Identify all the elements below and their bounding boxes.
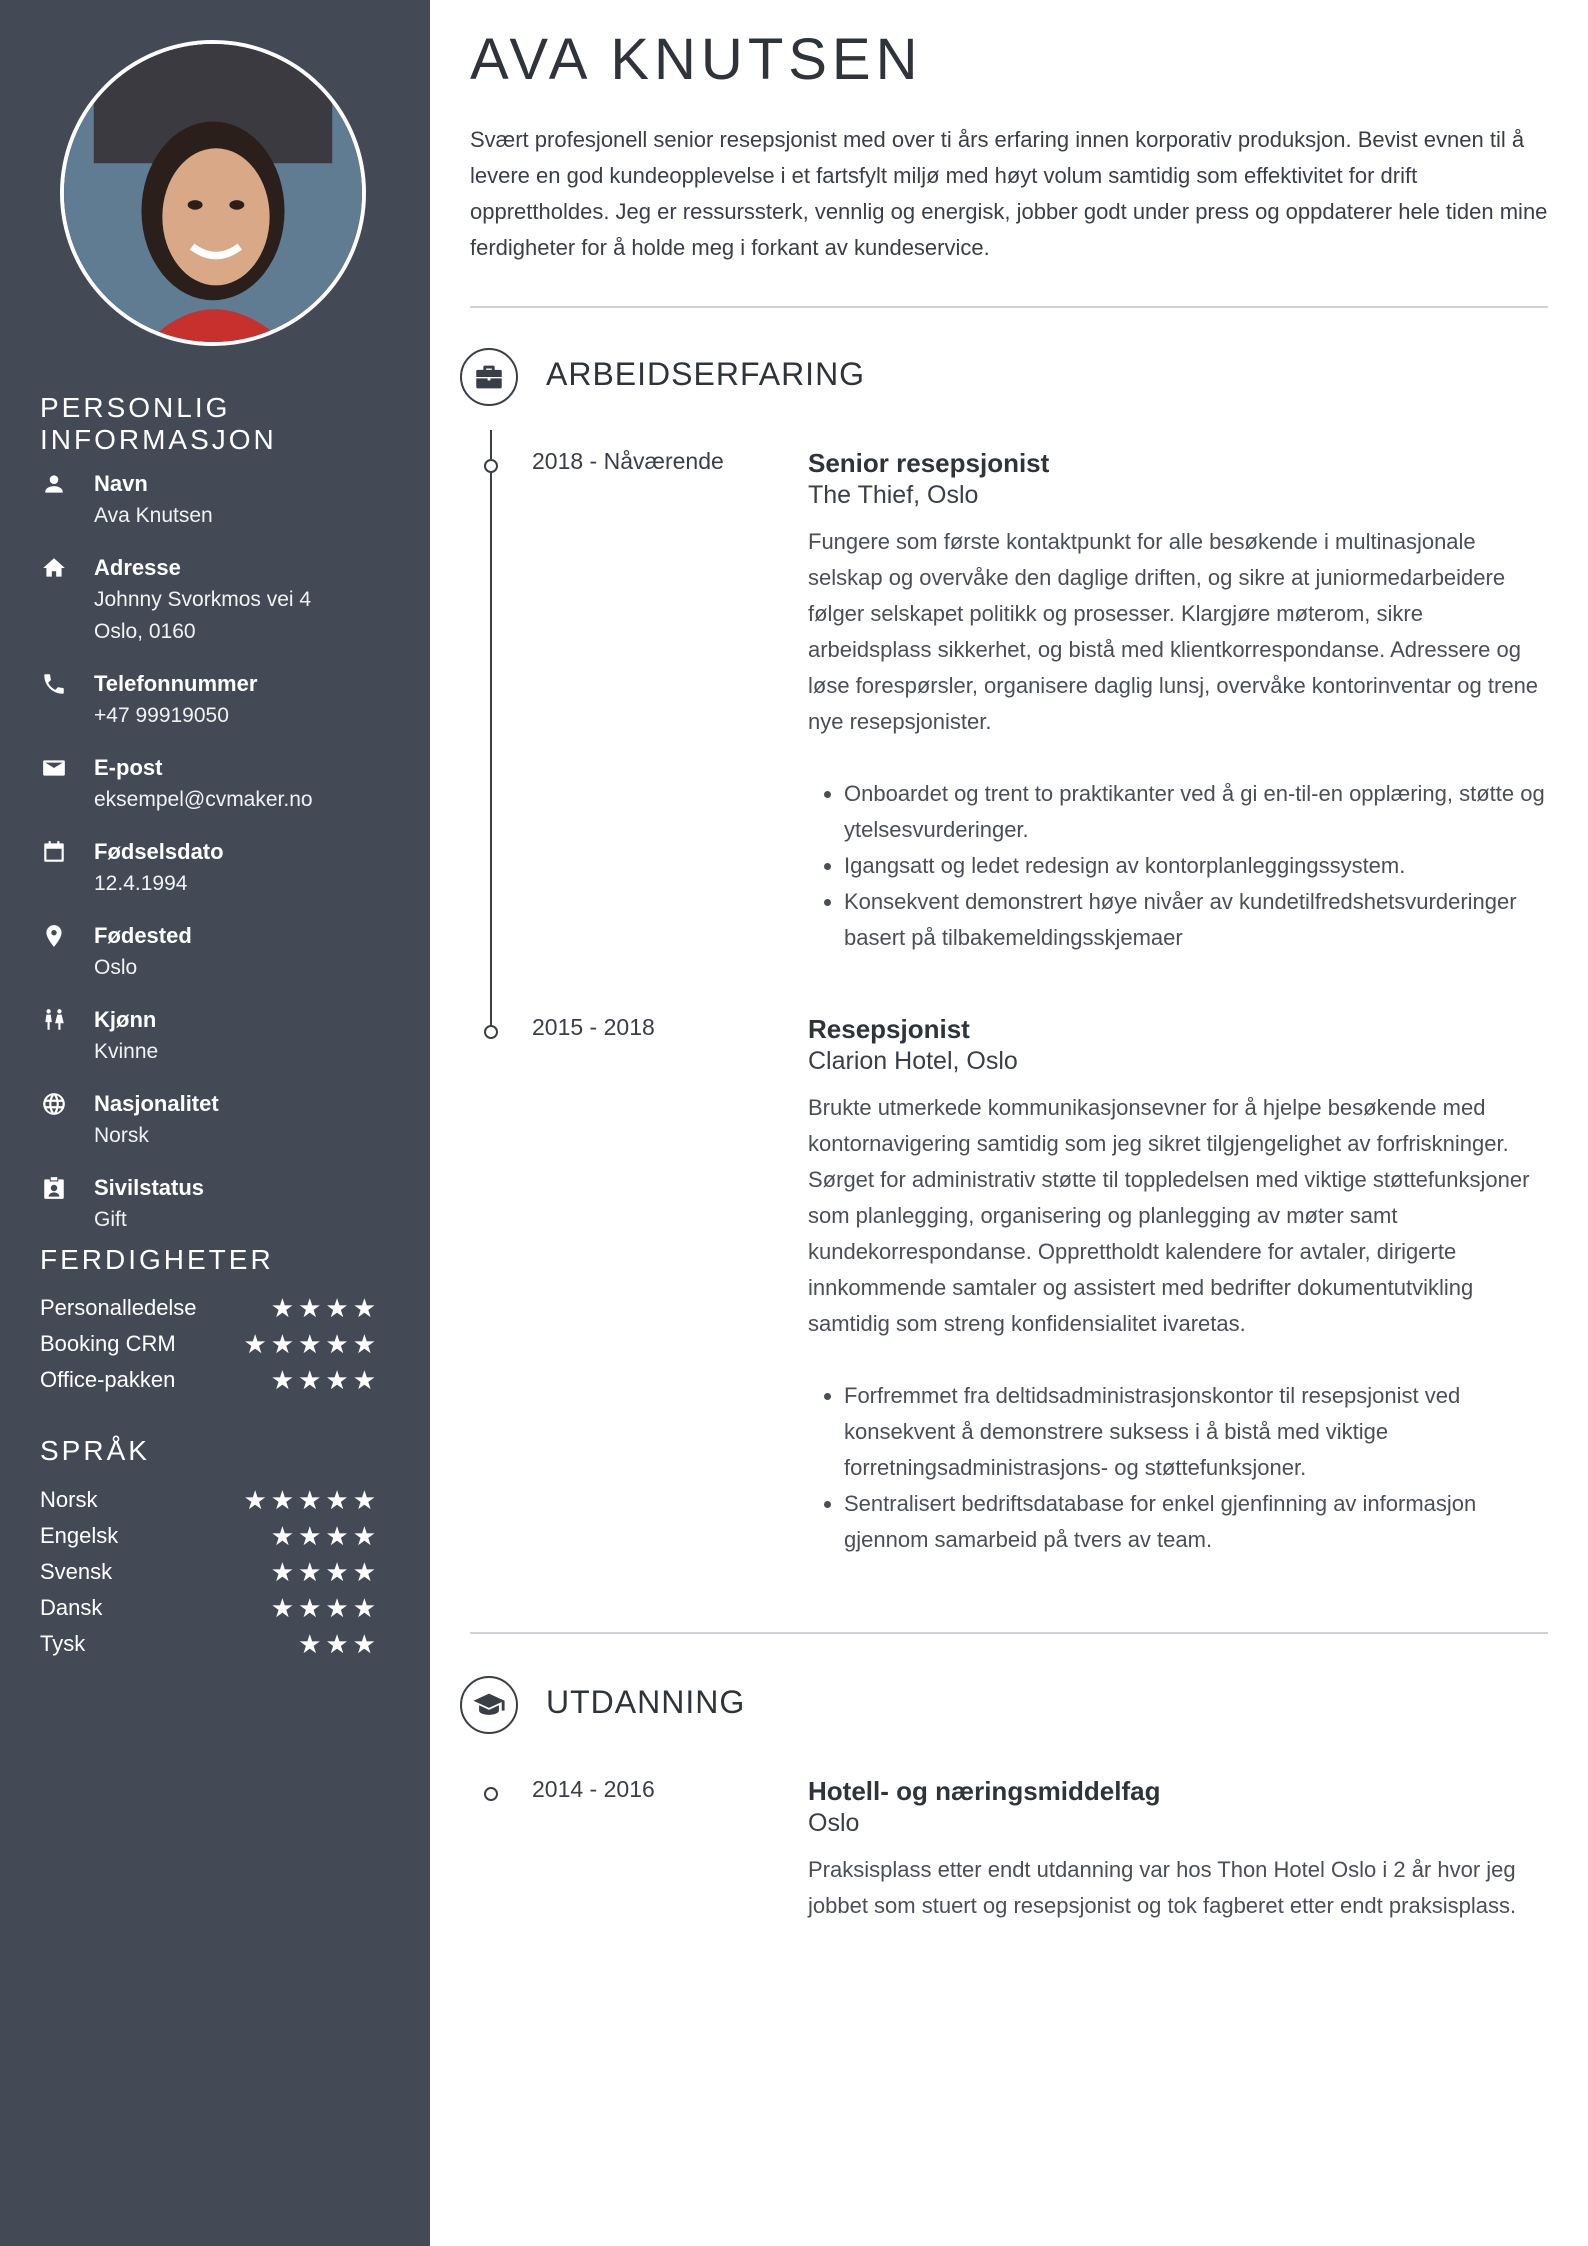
graduation-cap-icon [460,1676,518,1734]
job-description: Fungere som første kontaktpunkt for alle besøkende i multinasjonale selskap og overvåke den daglige driften, og sikre at juniormedarbeidere følger selskapet politikk og prosesser. Klargjøre møterom, sikre arbeidsplass sikkerhet, og bistå med klientkorrespondanse. Adressere og løse forespørsler, organisere daglig lunsj, overvåke kontorinventar og trene nye resepsjonister. [808,529,1539,734]
info-value: +47 99919050 [94,704,229,727]
achievement-item: • Konsekvent demonstrert høye nivåer av kundetilfredshetsvurderinger basert på tilbakemeldingsskjemaer [844,884,1548,956]
job-company: The Thief, Oslo [808,481,979,509]
id-badge-icon [40,1174,68,1202]
star-rating-icon: ★★★ [298,1629,380,1659]
job-company: Clarion Hotel, Oslo [808,1047,1018,1075]
language-row [40,1482,380,1518]
experience-heading: ARBEIDSERFARING [546,356,866,392]
timeline-dot [484,1787,498,1801]
job-title: Resepsjonist [808,1014,970,1044]
degree-title: Hotell- og næringsmiddelfag [808,1776,1161,1806]
calendar-icon [40,838,68,866]
profile-photo [60,40,366,346]
achievement-item: • Forfremmet fra deltidsadministrasjonskontor til resepsjonist ved konsekvent å demonstrere suksess i å bistå med viktige forretningsadministrasjons- og støttefunksjoner. [844,1378,1548,1486]
languages-heading: SPRÅK [40,1435,150,1466]
language-name: Dansk [40,1595,103,1620]
star-rating-icon: ★★★★ [270,1521,380,1551]
skill-row [40,1290,380,1326]
briefcase-icon [460,348,518,406]
gender-icon [40,1006,68,1034]
skill-name: Booking CRM [40,1331,176,1356]
info-value: Oslo [94,956,138,979]
entry-date: 2015 - 2018 [532,1014,655,1040]
person-icon [40,470,68,498]
job-description: Brukte utmerkede kommunikasjonsevner for å hjelpe besøkende med kontornavigering samtidig som jeg sikret tilgjengelighet av forfriskninger. Sørget for administrativ støtte til toppledelsen med viktige støttefunksjoner som planlegging, organisering og planlegging av møter samt kundekorrespondanse. Opprettholdt kalendere for avtaler, dirigerte innkommende samtaler og assistert med bedrifter dokumentutvikling samtidig som streng konfidensialitet ivaretas. [808,1095,1530,1336]
star-rating-icon: ★★★★ [270,1365,380,1395]
info-label: Fødselsdato [94,839,224,864]
profile-summary: Svært profesjonell senior resepsjonist med over ti års erfaring innen korporativ produksjon. Bevist evnen til å levere en god kundeopplevelse i et fartsfylt miljø med høyt volum samtidig som effektivitet for drift opprettholdes. Jeg er ressurssterk, vennlig og energisk, jobber godt under press og oppdaterer hele tiden mine ferdigheter for å holde meg i forkant av kundeservice. [470,127,1548,260]
info-value: Kvinne [94,1040,159,1063]
languages-list [40,1482,380,1662]
personal-info-item [40,836,400,900]
experience-timeline [490,430,492,1034]
skills-list [40,1290,380,1398]
entry-date: 2014 - 2016 [532,1776,655,1802]
info-label: Navn [94,471,148,496]
star-rating-icon: ★★★★★ [243,1485,380,1515]
language-row [40,1554,380,1590]
achievement-item: • Onboardet og trent to praktikanter ved å gi en-til-en opplæring, støtte og ytelsesvurderinger. [844,776,1548,848]
info-value: Ava Knutsen [94,504,213,527]
info-value: Gift [94,1208,127,1231]
personal-info-item [40,1172,400,1236]
personal-info-item [40,668,400,732]
timeline-dot [484,459,498,473]
entry-date: 2018 - Nåværende [532,448,724,474]
personal-info-item [40,1004,400,1068]
skill-row [40,1326,380,1362]
job-title: Senior resepsjonist [808,448,1050,478]
language-name: Tysk [40,1631,86,1656]
job-achievements [808,1378,1548,1558]
info-label: Telefonnummer [94,671,258,696]
sidebar [0,0,430,2246]
language-row [40,1518,380,1554]
skills-heading: FERDIGHETER [40,1244,274,1275]
education-entry [808,1774,1548,1924]
star-rating-icon: ★★★★ [270,1557,380,1587]
divider [470,1632,1548,1634]
language-row [40,1626,380,1662]
info-label: Sivilstatus [94,1175,205,1200]
achievement-item: • Igangsatt og ledet redesign av kontorplanleggingssystem. [844,848,1548,884]
info-value: Norsk [94,1124,149,1147]
star-rating-icon: ★★★★ [270,1293,380,1323]
info-label: Adresse [94,555,181,580]
education-place: Oslo [808,1809,860,1837]
language-name: Svensk [40,1559,113,1584]
home-icon [40,554,68,582]
skill-row [40,1362,380,1398]
personal-info-list [40,468,400,1256]
job-achievements [808,776,1548,956]
phone-icon [40,670,68,698]
info-label: Kjønn [94,1007,157,1032]
info-label: Nasjonalitet [94,1091,219,1116]
personal-info-item [40,552,400,648]
star-rating-icon: ★★★★★ [243,1329,380,1359]
candidate-name: AVA KNUTSEN [470,27,923,92]
language-name: Engelsk [40,1523,119,1548]
star-rating-icon: ★★★★ [270,1593,380,1623]
education-description: Praksisplass etter endt utdanning var hos Thon Hotel Oslo i 2 år hvor jeg jobbet som stuert og resepsjonist og tok fagberet etter endt praksisplass. [808,1857,1517,1918]
skill-name: Personalledelse [40,1295,197,1320]
education-heading: UTDANNING [546,1684,746,1720]
experience-entry [808,1012,1548,1558]
achievement-item: • Sentralisert bedriftsdatabase for enkel gjenfinning av informasjon gjennom samarbeid på tvers av team. [844,1486,1548,1558]
personal-info-item [40,1088,400,1152]
experience-entry [808,446,1548,956]
info-value: 12.4.1994 [94,872,188,895]
skill-name: Office-pakken [40,1367,176,1392]
location-pin-icon [40,922,68,950]
language-name: Norsk [40,1487,98,1512]
info-value: Johnny Svorkmos vei 4 Oslo, 0160 [94,588,312,643]
globe-icon [40,1090,68,1118]
language-row [40,1590,380,1626]
info-label: Fødested [94,923,192,948]
info-value: eksempel@cvmaker.no [94,788,313,811]
personal-info-item [40,752,400,816]
divider [470,306,1548,308]
timeline-dot [484,1025,498,1039]
personal-info-heading: PERSONLIG INFORMASJON [40,392,277,455]
mail-icon [40,754,68,782]
personal-info-item [40,920,400,984]
info-label: E-post [94,755,163,780]
personal-info-item [40,468,400,532]
